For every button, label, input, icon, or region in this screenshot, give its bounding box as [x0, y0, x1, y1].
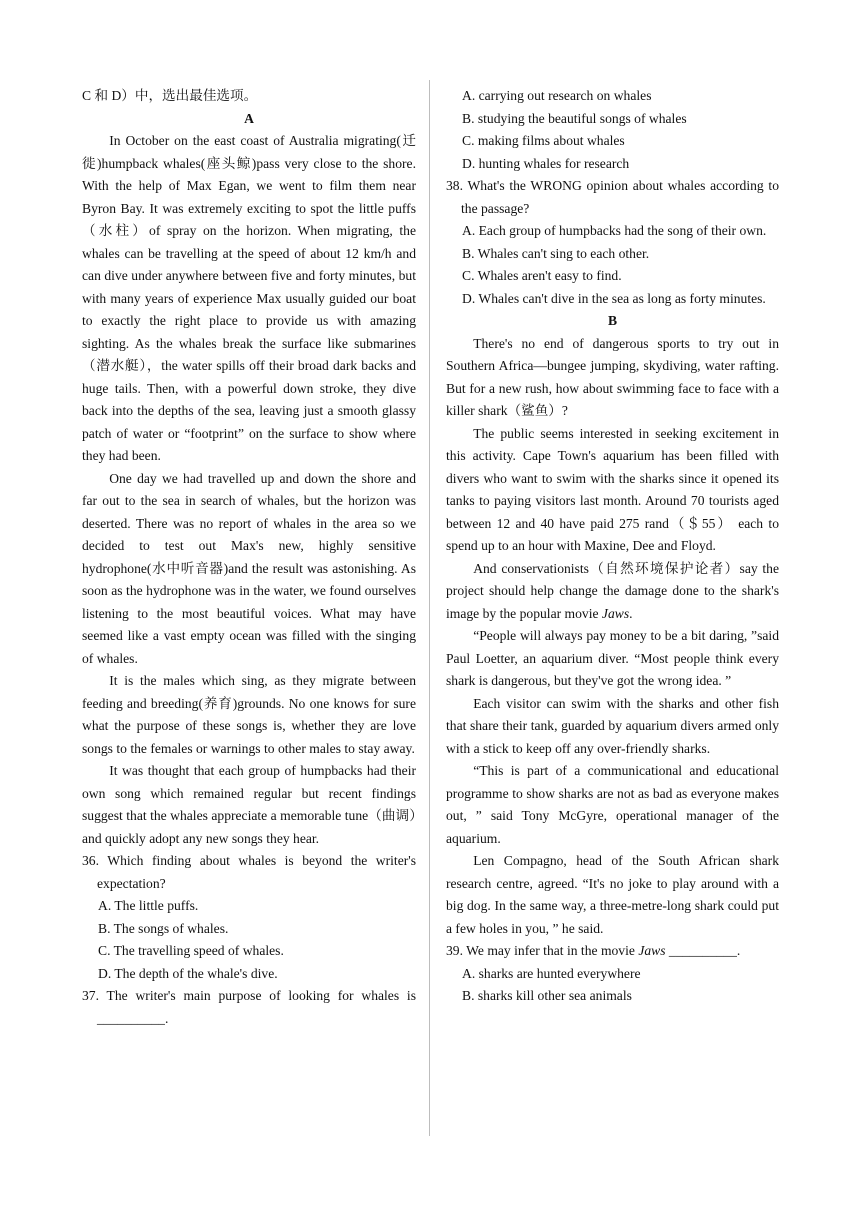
passage-a-paragraph-3: It is the males which sing, as they migrate between feeding and breeding(养育)grounds. No one knows for sure what the purpose of these songs is, whether they are love songs to the females or warnings to other males to stay away. [82, 673, 416, 756]
q36-option-b: B. The songs of whales. [98, 920, 229, 936]
q39-option-a: A. sharks are hunted everywhere [462, 965, 641, 981]
passage-b-paragraph-6: “This is part of a communicational and educational programme to show sharks are not as bad as everyone makes out, ” said Tony McGyre, operational manager of the aquarium. [446, 763, 779, 846]
q39-movie-title: Jaws [638, 943, 666, 958]
right-column [446, 85, 779, 1008]
q38-option-b: B. Whales can't sing to each other. [462, 245, 650, 261]
q38-option-d: D. Whales can't dive in the sea as long as forty minutes. [462, 290, 766, 306]
passage-b-paragraph-7: Len Compagno, head of the South African shark research centre, agreed. “It's no joke to play around with a big dog. In the same way, a three-metre-long shark could put a few holes in you, ” he said. [446, 853, 779, 936]
q37-option-b: B. studying the beautiful songs of whales [462, 110, 687, 126]
q37-option-d: D. hunting whales for research [462, 155, 630, 171]
passage-a-heading: A [244, 110, 254, 126]
column-divider [429, 80, 430, 1136]
passage-a-paragraph-1: In October on the east coast of Australia migrating(迁徙)humpback whales(座头鲸)pass very close to the shore. With the help of Max Egan, we went to film them near Byron Bay. It was extremely exciting to spot the little puffs（水柱）of spray on the horizon. When migrating, the whales can be travelling at the speed of about 12 km/h and can dive under anywhere between five and forty minutes, but with many years of experience Max usually guided our boat to exactly the right place to provide us with amazing sighting. As the whales break the surface like submarines（潜水艇），the water spills off their broad dark backs and huge tails. Then, with a powerful down stroke, they dive back into the depths of the sea, leaving just a smooth glassy patch of water or “footprint” on the surface to show where they had been. [82, 133, 416, 463]
movie-title: Jaws [601, 605, 630, 621]
passage-a-paragraph-4: It was thought that each group of humpbacks had their own song which remained regular but recent findings suggest that the whales appreciate a memorable tune（曲调）and quickly adopt any new songs they hear. [82, 763, 416, 846]
passage-b-paragraph-4: “People will always pay money to be a bit daring, ”said Paul Loetter, an aquarium diver. “Most people think every shark is dangerous, but they've got the wrong idea. ” [446, 628, 779, 688]
q39-blank: __________. [665, 943, 741, 958]
passage-b-paragraph-3 [446, 558, 779, 626]
question-36: 36. Which finding about whales is beyond the writer's expectation? [82, 853, 416, 891]
q36-option-d: D. The depth of the whale's dive. [98, 965, 278, 981]
question-37: 37. The writer's main purpose of looking for whales is __________. [82, 988, 416, 1026]
question-38: 38. What's the WRONG opinion about whales according to the passage? [446, 178, 779, 216]
passage-b-heading: B [607, 313, 618, 328]
q39-option-b: B. sharks kill other sea animals [462, 988, 632, 1003]
paragraph-3-end: . [629, 605, 633, 621]
paragraph-3-text: And conservationists（自然环境保护论者）say the project should help change the damage done to the shark's image by the popular movie [446, 560, 779, 621]
left-column [82, 85, 416, 1030]
passage-b-paragraph-5: Each visitor can swim with the sharks and other fish that share their tank, guarded by aquarium divers armed only with a stick to keep off any over-friendly sharks. [446, 695, 779, 756]
q36-option-a: A. The little puffs. [98, 898, 199, 913]
passage-b-paragraph-2: The public seems interested in seeking excitement in this activity. Cape Town's aquarium has been filled with divers who want to swim with the sharks since it opened its tanks to paying visitors last month. Around 70 tourists aged between 12 and 40 have paid 275 rand（＄55） each to spend up to an hour with Maxine, Dee and Floyd. [446, 425, 779, 553]
section-intro: C 和 D）中，选出最佳选项。 [82, 88, 258, 103]
passage-a-paragraph-2: One day we had travelled up and down the shore and far out to the sea in search of whales, but the horizon was deserted. There was no report of whales in the area so we decided to test out Max's new, highly sensitive hydrophone(水中听音器)and the result was astonishing. As soon as the hydrophone was in the water, we found ourselves listening to the most beautiful voices. What may have seemed like a vast empty ocean was filled with the singing of whales. [82, 470, 416, 666]
q37-option-a: A. carrying out research on whales [462, 88, 652, 103]
question-39 [446, 940, 779, 963]
q38-option-a: A. Each group of humpbacks had the song of their own. [462, 223, 767, 238]
q38-option-c: C. Whales aren't easy to find. [462, 268, 622, 283]
q37-option-c: C. making films about whales [462, 133, 625, 148]
q36-option-c: C. The travelling speed of whales. [98, 943, 284, 958]
q39-text: 39. We may infer that in the movie [446, 943, 639, 958]
passage-b-paragraph-1: There's no end of dangerous sports to try out in Southern Africa—bungee jumping, skydiving, water rafting. But for a new rush, how about swimming face to face with a killer shark（鲨鱼）? [446, 335, 779, 418]
